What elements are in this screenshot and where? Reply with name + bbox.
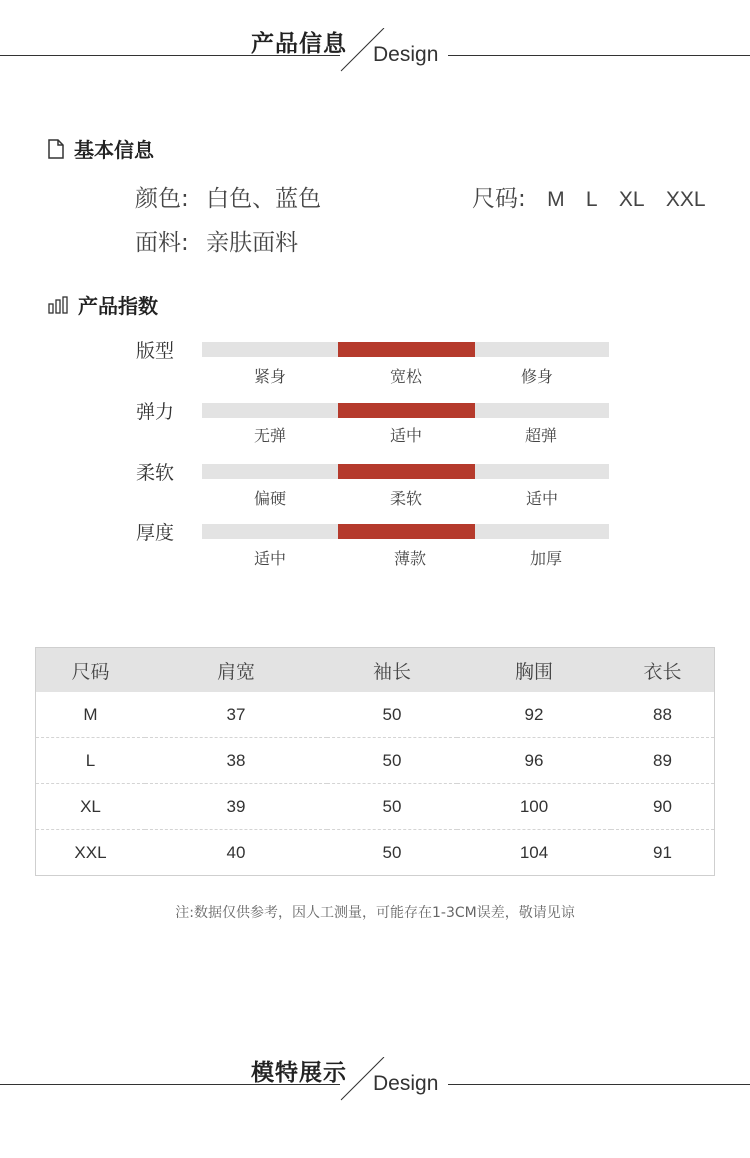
table-cell: 37 bbox=[226, 704, 246, 724]
table-cell: 50 bbox=[327, 784, 457, 830]
divider-right bbox=[448, 55, 750, 56]
table-cell: 89 bbox=[611, 738, 715, 784]
table-cell: 88 bbox=[653, 704, 672, 724]
product-index-title: 产品指数 bbox=[78, 294, 158, 318]
index-option: 超弹 bbox=[524, 426, 557, 445]
index-bar-fill bbox=[338, 403, 475, 418]
table-cell: L bbox=[36, 738, 146, 784]
table-cell: XXL bbox=[36, 830, 146, 876]
index-option: 柔软 bbox=[389, 489, 422, 508]
fabric-value: 亲肤面料 bbox=[206, 230, 299, 256]
fabric-row bbox=[135, 224, 298, 257]
index-option: 加厚 bbox=[529, 549, 562, 568]
index-option: 紧身 bbox=[253, 367, 286, 386]
color-label: 颜色: bbox=[135, 186, 189, 212]
size-option: XXL bbox=[665, 188, 706, 211]
table-header-row bbox=[36, 648, 715, 693]
table-cell: 91 bbox=[611, 830, 715, 876]
index-option: 修身 bbox=[520, 367, 553, 386]
column-header: 衣长 bbox=[611, 648, 715, 693]
size-option: L bbox=[585, 188, 598, 211]
size-table bbox=[35, 647, 715, 876]
index-name: 弹力 bbox=[136, 401, 175, 423]
table-cell: 40 bbox=[145, 830, 327, 876]
section-subtitle: Design bbox=[373, 1072, 439, 1095]
bar-chart-icon bbox=[48, 296, 68, 314]
basic-info-heading bbox=[48, 134, 154, 163]
index-bar-fill bbox=[338, 524, 475, 539]
column-header: 袖长 bbox=[327, 648, 457, 693]
table-cell: 90 bbox=[611, 784, 715, 830]
size-option: XL bbox=[618, 188, 645, 211]
table-cell: 92 bbox=[524, 704, 544, 724]
index-option: 适中 bbox=[389, 426, 422, 445]
index-option: 偏硬 bbox=[253, 489, 286, 508]
index-bar bbox=[202, 342, 609, 357]
index-row-softness bbox=[0, 464, 750, 524]
index-row-thickness bbox=[0, 524, 750, 584]
measurement-note: 注:数据仅供参考，因人工测量，可能存在1-3CM误差，敬请见谅 bbox=[175, 905, 575, 921]
fabric-label: 面料: bbox=[135, 230, 189, 256]
index-option: 适中 bbox=[253, 549, 286, 568]
index-bar-fill bbox=[338, 464, 475, 479]
table-row bbox=[36, 784, 715, 830]
table-cell: 50 bbox=[327, 738, 457, 784]
table-cell: M bbox=[83, 704, 98, 724]
color-value: 白色、蓝色 bbox=[206, 186, 322, 212]
basic-info-title: 基本信息 bbox=[74, 138, 154, 162]
column-header: 肩宽 bbox=[145, 648, 327, 693]
index-bar bbox=[202, 524, 609, 539]
size-label: 尺码: bbox=[472, 186, 526, 212]
index-bar bbox=[202, 464, 609, 479]
section-header-model-show bbox=[0, 1057, 750, 1117]
size-row bbox=[472, 180, 720, 213]
index-bar bbox=[202, 403, 609, 418]
column-header: 尺码 bbox=[36, 648, 146, 693]
table-cell: 39 bbox=[145, 784, 327, 830]
table-cell: 50 bbox=[327, 830, 457, 876]
table-cell: 38 bbox=[145, 738, 327, 784]
section-title: 模特展示 bbox=[251, 1060, 347, 1086]
index-row-elasticity bbox=[0, 403, 750, 463]
index-row-fit bbox=[0, 342, 750, 402]
index-option: 无弹 bbox=[253, 426, 286, 445]
table-row bbox=[36, 738, 715, 784]
table-cell: 50 bbox=[382, 704, 402, 724]
document-icon bbox=[48, 139, 64, 159]
table-cell: 100 bbox=[457, 784, 611, 830]
divider-right bbox=[448, 1084, 750, 1085]
index-option: 薄款 bbox=[393, 549, 426, 568]
table-cell: XL bbox=[36, 784, 146, 830]
color-row bbox=[135, 180, 321, 213]
size-option: M bbox=[547, 188, 565, 211]
section-subtitle: Design bbox=[373, 43, 439, 66]
table-cell: 96 bbox=[457, 738, 611, 784]
column-header: 胸围 bbox=[457, 648, 611, 693]
index-bar-fill bbox=[338, 342, 475, 357]
product-index-heading bbox=[48, 290, 158, 319]
section-header-product-info bbox=[0, 28, 750, 88]
index-option: 适中 bbox=[525, 489, 558, 508]
index-name: 厚度 bbox=[136, 522, 175, 544]
table-row bbox=[36, 692, 715, 738]
table-row bbox=[36, 830, 715, 876]
index-option: 宽松 bbox=[389, 367, 422, 386]
index-name: 柔软 bbox=[136, 462, 175, 484]
table-cell: 104 bbox=[457, 830, 611, 876]
section-title: 产品信息 bbox=[251, 31, 347, 57]
index-name: 版型 bbox=[136, 340, 175, 362]
